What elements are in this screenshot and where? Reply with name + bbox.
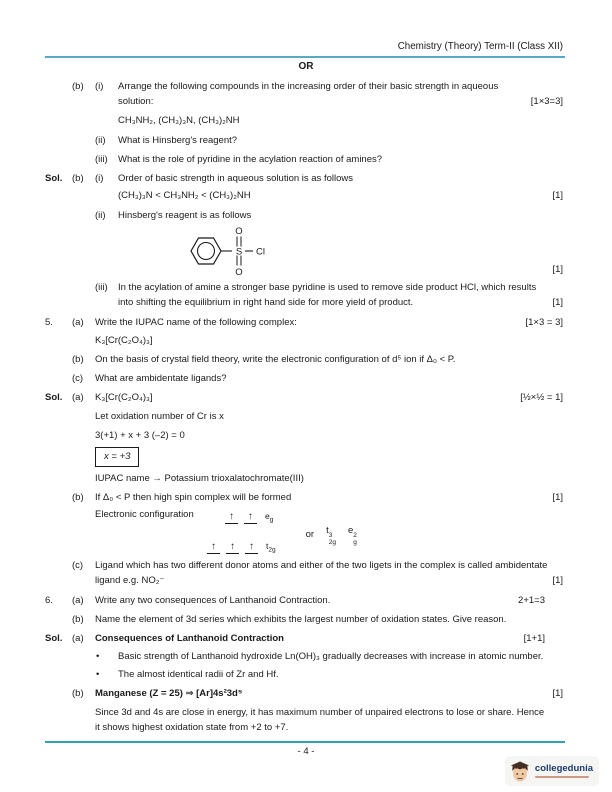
question-text: On the basis of crystal field theory, write the electronic configuration of d⁵ ion if Δ₀ < P. (95, 354, 456, 365)
marks-badge: [½×½ = 1] (520, 392, 563, 403)
question-row (45, 352, 563, 367)
alternate-notation (306, 523, 357, 546)
marks-badge: 2+1=3 (518, 595, 545, 606)
oxygen-atom-bottom: O (235, 267, 243, 277)
solution-text: Order of basic strength in aqueous solution is as follows (118, 173, 353, 184)
collegedunia-mascot-icon (509, 759, 531, 783)
complex-formula: K₃[Cr(C₂O₄)₃] (95, 392, 153, 403)
question-text: What is the role of pyridine in the acylation reaction of amines? (118, 154, 383, 165)
bullet-text: Basic strength of Lanthanoid hydroxide Ln(OH)₃ gradually decreases with increase in atomic number. (118, 651, 544, 662)
structure-row (45, 225, 563, 277)
question-row (45, 152, 563, 167)
solution-row (45, 428, 563, 443)
formula-row (45, 188, 563, 203)
electron-arrow: ↑ (225, 510, 238, 524)
subpart-label: (iii) (95, 282, 108, 293)
logo-wordmark: collegedunia (534, 762, 593, 774)
eg-label: $e_g$ (265, 511, 274, 524)
bullet-row (45, 667, 563, 682)
bullet-row (45, 649, 563, 664)
config-label: Electronic configuration (95, 509, 194, 520)
solution-row (45, 390, 563, 405)
electron-arrow: ↑ (244, 510, 257, 524)
bullet-icon: • (96, 651, 100, 662)
solution-row (45, 631, 563, 646)
bullet-text: The almost identical radii of Zr and Hf. (118, 669, 279, 680)
electron-arrow: ↑ (226, 540, 239, 554)
part-label: (b) (72, 614, 84, 625)
chemical-structure (180, 225, 563, 282)
marks-badge: [1] (552, 492, 563, 503)
t2g-term: t 3 2g (326, 525, 336, 546)
sol-label: Sol. (45, 173, 63, 184)
question-text: What are ambidentate ligands? (95, 373, 227, 384)
part-label: (c) (72, 560, 84, 571)
footer-divider (45, 741, 565, 743)
page-header-title: Chemistry (Theory) Term-II (Class XII) (397, 41, 563, 52)
compound-list: CH₃NH₂, (CH₃)₃N, (CH₃)₂NH (118, 115, 240, 126)
marks-badge: [1] (552, 575, 563, 586)
solution-row (45, 280, 563, 310)
subpart-label: (i) (95, 81, 104, 92)
formula-row (45, 113, 563, 128)
complex-formula: K₃[Cr(C₂O₄)₃] (95, 335, 153, 346)
marks-badge: [1] (552, 190, 563, 201)
solution-text: Hinsberg's reagent is as follows (118, 210, 252, 221)
solution-row (45, 686, 563, 701)
t2g-orbitals (207, 537, 276, 554)
question-text: Name the element of 3d series which exhibits the largest number of oxidation states. Give reason. (95, 614, 507, 625)
subpart-label: (iii) (95, 154, 108, 165)
sulfur-atom: S (235, 246, 243, 258)
part-label: (b) (72, 492, 84, 503)
solution-row (45, 490, 563, 505)
question-text: Write the IUPAC name of the following complex: (95, 317, 297, 328)
subpart-label: (ii) (95, 135, 106, 146)
solution-row (45, 208, 563, 223)
question-row (45, 79, 563, 109)
orbital-diagram (207, 507, 276, 554)
question-row (45, 371, 563, 386)
solution-step: Let oxidation number of Cr is x (95, 411, 224, 422)
solution-heading: Manganese (Z = 25) ⇒ [Ar]4s²3d⁵ (95, 688, 243, 699)
part-label: (a) (72, 633, 84, 644)
collegedunia-logo (505, 756, 599, 786)
solution-row (45, 705, 563, 735)
marks-badge: [1×3 = 3] (525, 317, 563, 328)
question-number: 5. (45, 317, 53, 328)
solution-text: Ligand which has two different donor atoms and either of the two ligets in the complex is called ambidentate ligand e.g. NO₂⁻ (95, 560, 548, 586)
part-label: (b) (72, 354, 84, 365)
logo-tagline-bar (535, 776, 589, 779)
question-text: What is Hinsberg's reagent? (118, 135, 238, 146)
solution-text: Since 3d and 4s are close in energy, it has maximum number of unpaired electrons to lose or share. Hence it shows highest oxidation state from +2 to +7. (95, 707, 545, 733)
oxygen-atom-top: O (235, 226, 243, 237)
or-text: or (305, 529, 315, 540)
solution-row (45, 558, 563, 588)
solution-heading: Consequences of Lanthanoid Contraction (95, 633, 284, 644)
solution-row (45, 471, 563, 486)
part-label: (b) (72, 688, 84, 699)
part-label: (a) (72, 317, 84, 328)
marks-badge: [1+1] (523, 633, 545, 644)
or-heading: OR (298, 61, 314, 72)
benzenesulfonyl-chloride-structure (180, 225, 292, 277)
electronic-configuration (95, 507, 563, 554)
document-body (45, 79, 563, 739)
subpart-label: (i) (95, 173, 104, 184)
solution-row (45, 447, 563, 466)
solution-text: If Δ₀ < P then high spin complex will be formed (95, 492, 292, 503)
basicity-order: (CH₃)₃N < CH₃NH₂ < (CH₃)₂NH (118, 190, 251, 201)
part-label: (b) (72, 173, 84, 184)
solution-row (45, 409, 563, 424)
sol-label: Sol. (45, 633, 63, 644)
sol-label: Sol. (45, 392, 63, 403)
header-divider (45, 56, 565, 58)
subpart-label: (ii) (95, 210, 106, 221)
part-label: (a) (72, 595, 84, 606)
chlorine-atom: Cl (256, 246, 265, 258)
question-row (45, 315, 563, 330)
electron-arrow: ↑ (245, 540, 258, 554)
marks-badge: [1×3=3] (530, 96, 563, 107)
electron-arrow: ↑ (207, 540, 220, 554)
part-label: (a) (72, 392, 84, 403)
page-number: - 4 - (297, 746, 315, 757)
formula-row (45, 333, 563, 348)
oxidation-equation: 3(+1) + x + 3 (–2) = 0 (95, 430, 185, 441)
solution-row (45, 171, 563, 186)
question-row (45, 133, 563, 148)
question-text: Arrange the following compounds in the increasing order of their basic strength in aqueous solution: (118, 81, 499, 107)
marks-badge: [1] (552, 264, 563, 275)
iupac-name: IUPAC name → Potassium trioxalatochromate(III) (95, 473, 304, 484)
orbital-diagram-row (45, 507, 563, 555)
part-label: (b) (72, 81, 84, 92)
question-text: Write any two consequences of Lanthanoid Contraction. (95, 595, 331, 606)
result-box: x = +3 (95, 447, 139, 467)
part-label: (c) (72, 373, 84, 384)
question-number: 6. (45, 595, 53, 606)
t2g-label: $t_{2g}$ (266, 541, 276, 554)
marks-badge: [1] (552, 688, 563, 699)
question-row (45, 612, 563, 627)
bullet-icon: • (96, 669, 100, 680)
eg-orbitals (225, 507, 276, 524)
eg-term: e 2 g (347, 525, 357, 546)
solution-text: In the acylation of amine a stronger base pyridine is used to remove side product HCl, which results into shifting the equilibrium in right hand side for more yield of product. (118, 282, 537, 308)
marks-badge: [1] (552, 297, 563, 308)
question-row (45, 593, 563, 608)
